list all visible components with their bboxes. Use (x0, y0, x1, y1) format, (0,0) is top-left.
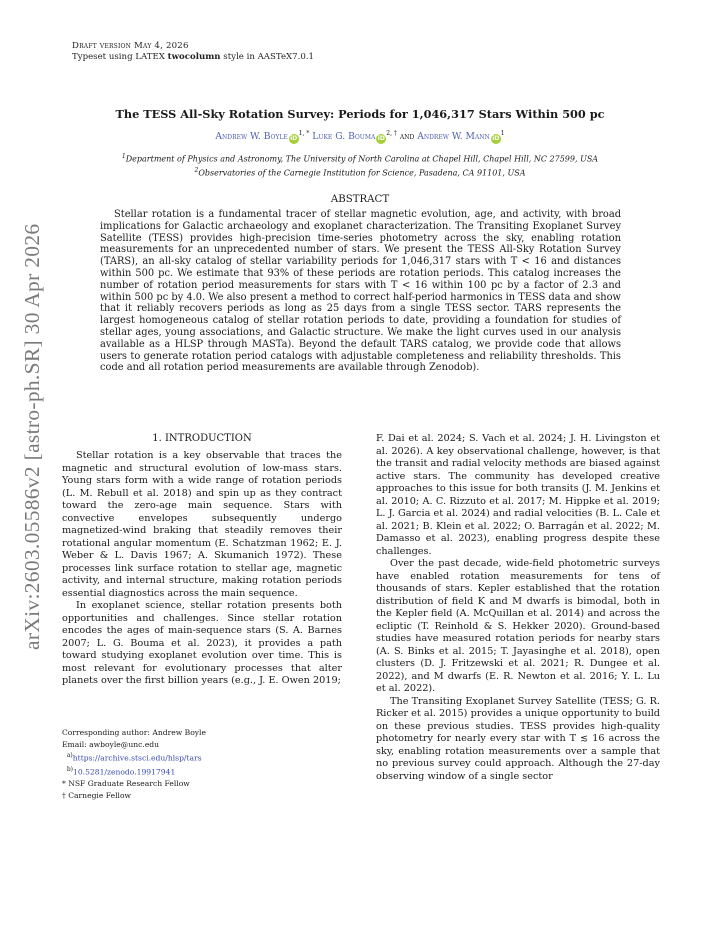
affiliation-2: $^2$Observatories of the Carnegie Institution for Science, Pasadena, CA 91101, USA (194, 167, 526, 178)
abstract-heading: ABSTRACT (330, 194, 390, 205)
footnote-b: $^{b)}$10.5281/zenodo.19917941 (66, 766, 176, 777)
left-column (62, 450, 342, 688)
affiliation-1: $^1$Department of Physics and Astronomy, The University of North Carolina at Chapel Hill, Chapel Hill, NC 27599, USA (121, 153, 599, 164)
typeset-line: Typeset using LATEX twocolumn style in AASTeX7.0.1 (72, 52, 315, 62)
author-name[interactable]: Andrew W. Boyle (215, 131, 288, 143)
author-name[interactable]: Luke G. Bouma (312, 131, 376, 143)
author-name[interactable]: Andrew W. Mann (417, 131, 490, 143)
paper-title: The TESS All-Sky Rotation Survey: Periods for 1,046,317 Stars Within 500 pc (115, 107, 605, 121)
arxiv-stamp[interactable]: arXiv:2603.05586v2 [astro-ph.SR] 30 Apr 2026 (20, 223, 44, 650)
zenodo-link[interactable]: 10.5281/zenodo.19917941 (73, 767, 176, 777)
hlsp-link[interactable]: https://archive.stsci.edu/hlsp/tars (72, 753, 202, 763)
paragraph: Over the past decade, wide-field photometric surveys have enabled rotation measurements for tens of thousands of stars. Kepler established that the rotation distribution of field K and M dwarfs is bimodal, both in the Kepler field (A. McQuillan et al. 2014) and across the ecliptic (T. Reinhold & S. Hekker 2020). Ground-based studies have measured rotation periods for nearby stars (A. S. Binks et al. 2015; T. Jayasinghe et al. 2018), open clusters (D. J. Fritzewski et al. 2021; R. Dungee et al. 2022), and M dwarfs (E. R. Newton et al. 2016; Y. L. Lu et al. 2022). (376, 558, 660, 694)
footnote-star: * NSF Graduate Research Fellow (62, 779, 190, 789)
paragraph: The Transiting Exoplanet Survey Satellite (TESS; G. R. Ricker et al. 2015) provides a unique opportunity to build on these previous studies. TESS provides high-quality photometry for nearly every star with T ≲ 16 across the sky, enabling rotation measurements over a sample that no previous survey could approach. Although the 27-day observing window of a single sector (376, 695, 660, 782)
corresponding-author: Corresponding author: Andrew Boyle (62, 728, 206, 737)
paragraph: In exoplanet science, stellar rotation presents both opportunities and challenges. Since stellar rotation encodes the ages of main-sequence stars (S. A. Barnes 2007; L. G. Bouma et al. 2023), it provides a path toward studying exoplanet evolution over time. This is most relevant for evolutionary processes that alter planets over the first billion years (e.g., J. E. Owen 2019; (62, 600, 342, 686)
footnote-dagger: † Carnegie Fellow (62, 791, 132, 801)
latex-logo: LATEX (135, 52, 165, 62)
footnote-a: $^{a)}$https://archive.stsci.edu/hlsp/tars (66, 752, 202, 763)
section-heading-introduction: 1. INTRODUCTION (152, 433, 252, 444)
footnotes (62, 727, 342, 802)
right-column (376, 433, 660, 783)
author-marks: 2, † (386, 130, 397, 137)
author-list: Andrew W. Boyle $iD^{1, *}$ Luke G. Bouma $iD^{2, \dagger}$ and Andrew W. Mann $iD^1$ (215, 130, 505, 143)
preprint-header (72, 41, 314, 63)
paragraph: Stellar rotation is a key observable that traces the magnetic and structural evolution of low-mass stars. Young stars form with a wide range of rotation periods (L. M. Rebull et al. 2018) and spin up as they contract toward the zero-age main sequence. Stars with convective envelopes subsequently undergo magnetized-wind braking that steadily removes their rotational angular momentum (E. Schatzman 1962; E. J. Weber & L. Davis 1967; A. Skumanich 1972). These processes link surface rotation to stellar age, magnetic activity, and internal structure, making rotation periods essential diagnostics across the main sequence. (62, 450, 342, 599)
orcid-icon[interactable]: iD (377, 135, 385, 143)
orcid-icon[interactable]: iD (290, 135, 298, 143)
paragraph: F. Dai et al. 2024; S. Vach et al. 2024; J. H. Livingston et al. 2026). A key observational challenge, however, is that the transit and radial velocity methods are biased against active stars. The community has developed creative approaches to this issue for both transits (J. M. Jenkins et al. 2010; A. C. Rizzuto et al. 2017; M. Hippke et al. 2019; L. J. Garcia et al. 2024) and radial velocities (B. L. Cale et al. 2021; B. Klein et al. 2022; O. Barragán et al. 2022; M. Damasso et al. 2023), enabling progress despite these challenges. (376, 433, 660, 557)
twocolumn-word: twocolumn (167, 52, 221, 62)
email[interactable]: Email: awboyle@unc.edu (62, 739, 160, 749)
author-marks: 1 (500, 130, 505, 137)
abstract-body: Stellar rotation is a fundamental tracer of stellar magnetic evolution, age, and activity, with broad implications for Galactic archaeology and exoplanet characterization. The Transiting Exoplanet Survey Satellite (TESS) provides high-precision time-series photometry across the sky, enabling rotation measurements for an unprecedented number of stars. We present the TESS All-Sky Rotation Survey (TARS), an all-sky catalog of stellar variability periods for 1,046,317 stars with T < 16 and distances within 500 pc. We estimate that 93% of these periods are rotation periods. This catalog increases the number of rotation period measurements for stars with T < 16 within 100 pc by a factor of 2.3 and within 500 pc by 4.0. We also present a method to correct half-period harmonics in TESS data and show that it reliably recovers periods as long as 25 days from a single TESS sector. TARS represents the largest homogeneous catalog of stellar rotation periods to date, providing a foundation for studies of stellar ages, young associations, and Galactic structure. We make the light curves used in our analysis available as a HLSP through MASTa). Beyond the default TARS catalog, we provide code that allows users to generate rotation period catalogs with adjustable completeness and reliability thresholds. This code and all rotation period measurements are available through Zenodob). (100, 209, 621, 374)
author-marks: 1, * (298, 130, 310, 137)
orcid-icon[interactable]: iD (492, 135, 500, 143)
draft-version-line: Draft version May 4, 2026 (72, 41, 189, 51)
